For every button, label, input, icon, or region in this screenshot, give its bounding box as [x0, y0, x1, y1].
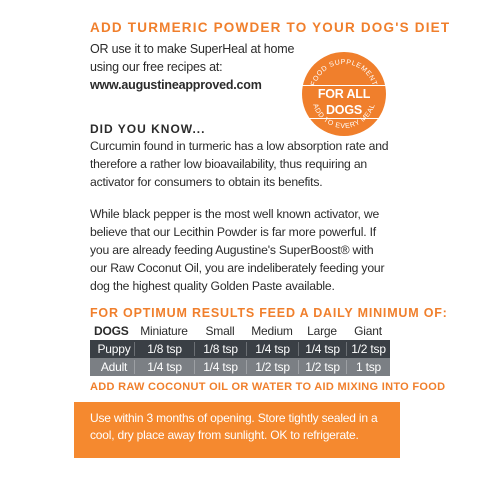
for-all-dogs-badge	[302, 52, 386, 136]
table-cell: 1/2 tsp	[298, 360, 346, 374]
table-cell: 1/8 tsp	[134, 342, 194, 356]
table-cell: 1/4 tsp	[194, 360, 246, 374]
table-cell: 1/2 tsp	[346, 342, 390, 356]
row-label: Puppy	[97, 342, 131, 356]
website-link[interactable]: www.augustineapproved.com	[90, 78, 262, 92]
column-header: Medium	[251, 324, 293, 338]
column-header: Giant	[354, 324, 382, 338]
table-row	[90, 358, 390, 376]
curcumin-paragraph: Curcumin found in turmeric has a low absorption rate and therefore a rather low bioavailability, thus requiring an activator for consumers to obtain its benefits.	[90, 139, 389, 189]
mixing-instruction: ADD RAW COCONUT OIL OR WATER TO AID MIXING INTO FOOD	[90, 381, 446, 393]
did-you-know-heading: DID YOU KNOW...	[90, 122, 206, 136]
intro-text	[90, 40, 310, 94]
row-label: Adult	[100, 360, 128, 374]
table-row	[90, 340, 390, 358]
badge-main-text: FOR ALL DOGS	[302, 85, 386, 119]
badge-top-text: FOOD SUPPLEMENT	[310, 58, 378, 88]
table-cell: 1/4 tsp	[246, 342, 298, 356]
dosage-header-row	[90, 322, 390, 340]
lecithin-paragraph: While black pepper is the most well known activator, we believe that our Lecithin Powder is far more powerful. If you are already feeding Augustine's SuperBoost® with our Raw Coconut Oil, you are indeliberately feeding your dog the highest quality Golden Paste available.	[90, 207, 385, 293]
column-header: Miniature	[140, 324, 188, 338]
table-cell: 1 tsp	[346, 360, 390, 374]
badge-bottom-text: ADD TO EVERY MEAL	[311, 102, 377, 131]
storage-instructions-box	[74, 402, 400, 458]
table-cell: 1/8 tsp	[194, 342, 246, 356]
table-cell: 1/4 tsp	[134, 360, 194, 374]
storage-text: Use within 3 months of opening. Store tightly sealed in a cool, dry place away from sunlight. OK to refrigerate.	[90, 411, 378, 442]
intro-line-1: OR use it to make SuperHeal at home	[90, 42, 295, 56]
column-header: DOGS	[94, 324, 129, 338]
table-cell: 1/4 tsp	[298, 342, 346, 356]
turmeric-heading: ADD TURMERIC POWDER TO YOUR DOG'S DIET	[90, 20, 451, 35]
column-header: Small	[205, 324, 235, 338]
intro-line-2: using our free recipes at:	[90, 60, 223, 74]
dosage-heading: FOR OPTIMUM RESULTS FEED A DAILY MINIMUM OF:	[90, 306, 448, 320]
dosage-table	[90, 322, 390, 376]
table-cell: 1/2 tsp	[246, 360, 298, 374]
column-header: Large	[307, 324, 337, 338]
